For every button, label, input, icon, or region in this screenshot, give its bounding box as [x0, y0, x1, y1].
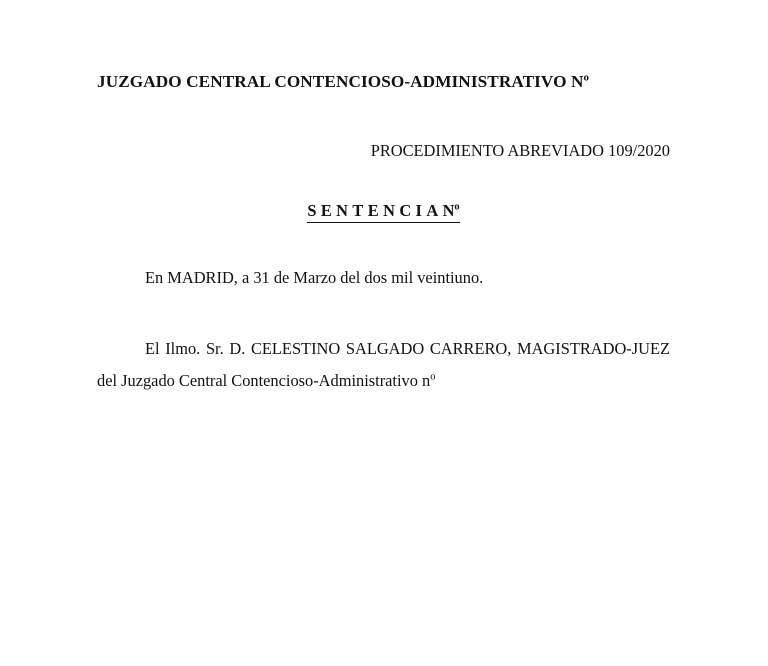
- sentence-title-number: $N^o$: [442, 201, 460, 220]
- body-paragraph: [97, 333, 679, 397]
- procedure-reference: PROCEDIMIENTO ABREVIADO 109/2020: [370, 141, 670, 160]
- court-heading: JUZGADO CENTRAL CONTENCIOSO-ADMINISTRATIVO $N^o$: [97, 71, 590, 91]
- date-line: En MADRID, a 31 de Marzo del dos mil veintiuno.: [145, 268, 484, 287]
- sentence-title: [97, 200, 670, 223]
- sentence-title-underlined: [307, 200, 459, 223]
- ordinal-indicator: o: [583, 71, 590, 84]
- ordinal-indicator: o: [454, 201, 460, 213]
- body-paragraph-text: El Ilmo. Sr. D. CELESTINO SALGADO CARRERO, MAGISTRADO-JUEZ del Juzgado Central Contencioso-Administrativo $n^o$: [97, 339, 679, 390]
- ordinal-indicator: o: [430, 371, 436, 383]
- sentence-title-word: SENTENCIA: [307, 201, 443, 220]
